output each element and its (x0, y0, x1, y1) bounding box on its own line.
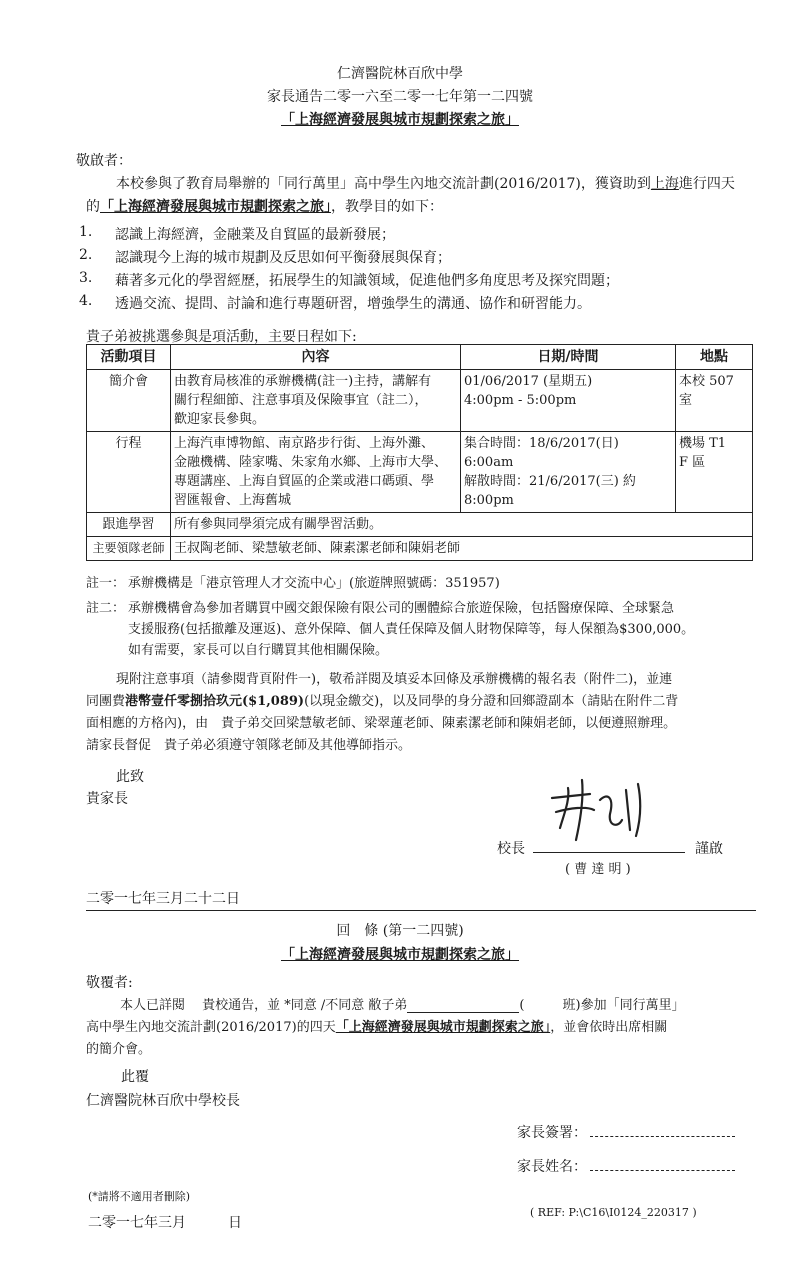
para2-line: 請家長督促 貴子弟必須遵守領隊老師及其他導師指示。 (86, 738, 412, 753)
col-header: 活動項目 (87, 345, 171, 370)
date-line: 集合時間：18/6/2017(日) 6:00am (464, 436, 619, 470)
content-line: 習匯報會、上海舊城 (174, 493, 292, 508)
schedule-intro: 貴子弟被挑選參與是項活動，主要日程如下: (86, 329, 357, 345)
reply-trip-inline: 「上海經濟發展與城市規劃探索之旅」 (335, 1020, 551, 1035)
objective-num: 2. (79, 247, 93, 263)
table-row (87, 537, 753, 561)
school-name: 仁濟醫院林百欣中學 (337, 66, 463, 82)
table-row (87, 370, 753, 432)
intro-place: 上海 (650, 176, 679, 192)
reply-line-1 (120, 994, 685, 1013)
activity-content: 王叔陶老師、梁慧敏老師、陳素潔老師和陳娟老師 (171, 537, 753, 561)
student-name-field[interactable] (407, 1012, 519, 1013)
greeting: 敬啟者： (76, 153, 132, 169)
note-line: 如有需要，家長可以自行購買其他相關保險。 (128, 643, 389, 658)
principal-signature (530, 770, 680, 850)
objective-text: 認識上海經濟，金融業及自貿區的最新發展； (115, 227, 395, 243)
reply-text: ( (519, 998, 525, 1013)
closing-b: 貴家長 (86, 791, 128, 807)
para2-text: (以現金繳交)，以及同學的身分證和回鄉證副本（請貼在附件二背 (304, 694, 679, 709)
parent-name-field[interactable] (590, 1170, 735, 1171)
activity-item: 簡介會 (87, 370, 171, 432)
activity-content (171, 370, 461, 432)
reply-line-2 (86, 1016, 667, 1035)
para2-line (86, 690, 678, 709)
note-label: 註二： (86, 601, 126, 616)
note-label: 註一： (86, 576, 126, 591)
col-header: 日期/時間 (461, 345, 676, 370)
activity-item: 跟進學習 (87, 513, 171, 537)
activity-content: 所有參與同學須完成有關學習活動。 (171, 513, 753, 537)
intro-trip-name: 「上海經濟發展與城市規劃探索之旅」 (100, 199, 331, 215)
notice-number: 家長通告二零一六至二零一七年第一二四號 (267, 89, 533, 105)
activity-date (461, 432, 676, 513)
objective-num: 4. (79, 293, 93, 309)
activity-content (171, 432, 461, 513)
activity-item: 行程 (87, 432, 171, 513)
notice-title (0, 109, 800, 129)
reply-title: 回 條 (第一二四號) (336, 923, 464, 939)
content-line: 關行程細節、注意事項及保險事宜（註二）， (174, 393, 428, 408)
objective-text: 認識現今上海的城市規劃及反思如何平衡發展與保育； (115, 250, 451, 266)
delete-note: (*請將不適用者刪除) (88, 1190, 191, 1203)
reply-close-b: 仁濟醫院林百欣中學校長 (86, 1093, 240, 1109)
intro-line-1 (116, 173, 735, 193)
objective-text: 藉著多元化的學習經歷，拓展學生的知識領域，促進他們多角度思考及探究問題； (115, 273, 619, 289)
reply-trip-title (0, 944, 800, 964)
activity-date (461, 370, 676, 432)
content-line: 專題講座、上海自貿區的企業或港口碼頭、學 (174, 474, 435, 489)
note-line: 支援服務(包括撤離及運返)、意外保障、個人責任保障及個人財物保障等，每人保額為$300,000。 (128, 622, 695, 637)
note-line: 承辦機構會為參加者購買中國交銀保險有限公司的團體綜合旅遊保險，包括醫療保障、全球緊急 (128, 601, 675, 616)
note-line: 承辦機構是「港京管理人才交流中心」(旅遊牌照號碼：351957) (128, 576, 500, 591)
reply-text: 本人已詳閱 貴校通告，並 *同意 /不同意 敝子弟 (120, 998, 408, 1013)
parent-sign-field[interactable] (590, 1136, 735, 1137)
notice-date: 二零一七年三月二十二日 (86, 891, 240, 907)
activity-venue: 本校 507 室 (676, 370, 753, 432)
table-header-row (87, 345, 753, 370)
fee-amount: 港幣壹仟零捌拾玖元($1,089) (125, 694, 305, 709)
activity-item: 主要領隊老師 (87, 537, 171, 561)
objective-num: 3. (79, 270, 93, 286)
principal-name: ( 曹 達 明 ) (565, 862, 631, 877)
schedule-table (86, 344, 753, 561)
principal-label: 校長 (497, 841, 525, 857)
intro-text-d: ，教學目的如下： (331, 199, 443, 215)
venue-line: F 區 (679, 455, 706, 470)
para2-text: 同團費 (86, 694, 126, 709)
reply-greeting: 敬覆者: (86, 975, 133, 991)
principal-respect: 謹啟 (695, 841, 723, 857)
content-line: 金融機構、陸家嘴、朱家角水鄉、上海市大學、 (174, 455, 448, 470)
objective-text: 透過交流、提問、討論和進行專題研習，增強學生的溝通、協作和研習能力。 (115, 296, 591, 312)
reply-text: 高中學生內地交流計劃(2016/2017)的四天 (86, 1020, 336, 1035)
content-line: 由教育局核准的承辦機構(註一)主持，講解有 (174, 374, 432, 389)
closing-a: 此致 (116, 769, 144, 785)
reply-close-a: 此覆 (121, 1069, 149, 1085)
intro-text-b: 進行四天 (678, 176, 735, 192)
parent-sign-label: 家長簽署： (517, 1125, 587, 1141)
reply-date: 二零一七年三月 日 (88, 1215, 242, 1231)
date-line: 01/06/2017 (星期五) (464, 374, 593, 389)
reply-trip-text: 「上海經濟發展與城市規劃探索之旅」 (281, 947, 519, 963)
reply-line-3: 的簡介會。 (86, 1042, 152, 1057)
reply-text: ，並會依時出席相關 (550, 1020, 668, 1035)
reference-code: ( REF: P:\C16\I0124_220317 ) (530, 1206, 697, 1219)
content-line: 歡迎家長參與。 (174, 412, 266, 427)
col-header: 內容 (171, 345, 461, 370)
activity-venue (676, 432, 753, 513)
date-line: 4:00pm - 5:00pm (464, 393, 577, 408)
para2-line: 面相應的方格內)，由 貴子弟交回梁慧敏老師、梁翠蓮老師、陳素潔老師和陳娟老師，以便遵照辦理。 (86, 716, 677, 731)
venue-line: 機場 T1 (679, 436, 727, 451)
intro-text-c: 的 (86, 199, 100, 215)
divider (86, 910, 756, 911)
objective-num: 1. (79, 224, 93, 240)
col-header: 地點 (676, 345, 753, 370)
parent-name-label: 家長姓名： (517, 1159, 587, 1175)
signature-line (533, 852, 685, 853)
para2-line: 現附注意事項（請參閱背頁附件一)，敬希詳閱及填妥本回條及承辦機構的報名表（附件二)，並連 (116, 672, 673, 687)
content-line: 上海汽車博物館、南京路步行街、上海外灘、 (174, 436, 435, 451)
notice-title-text: 「上海經濟發展與城市規劃探索之旅」 (281, 112, 519, 128)
date-line: 解散時間：21/6/2017(三) 約 8:00pm (464, 474, 636, 508)
table-row (87, 432, 753, 513)
intro-text-a: 本校參與了教育局舉辦的「同行萬里」高中學生內地交流計劃(2016/2017)，獲資助到 (116, 176, 651, 192)
table-row (87, 513, 753, 537)
reply-text: 班)參加「同行萬里」 (562, 998, 685, 1013)
intro-line-2 (86, 196, 443, 216)
